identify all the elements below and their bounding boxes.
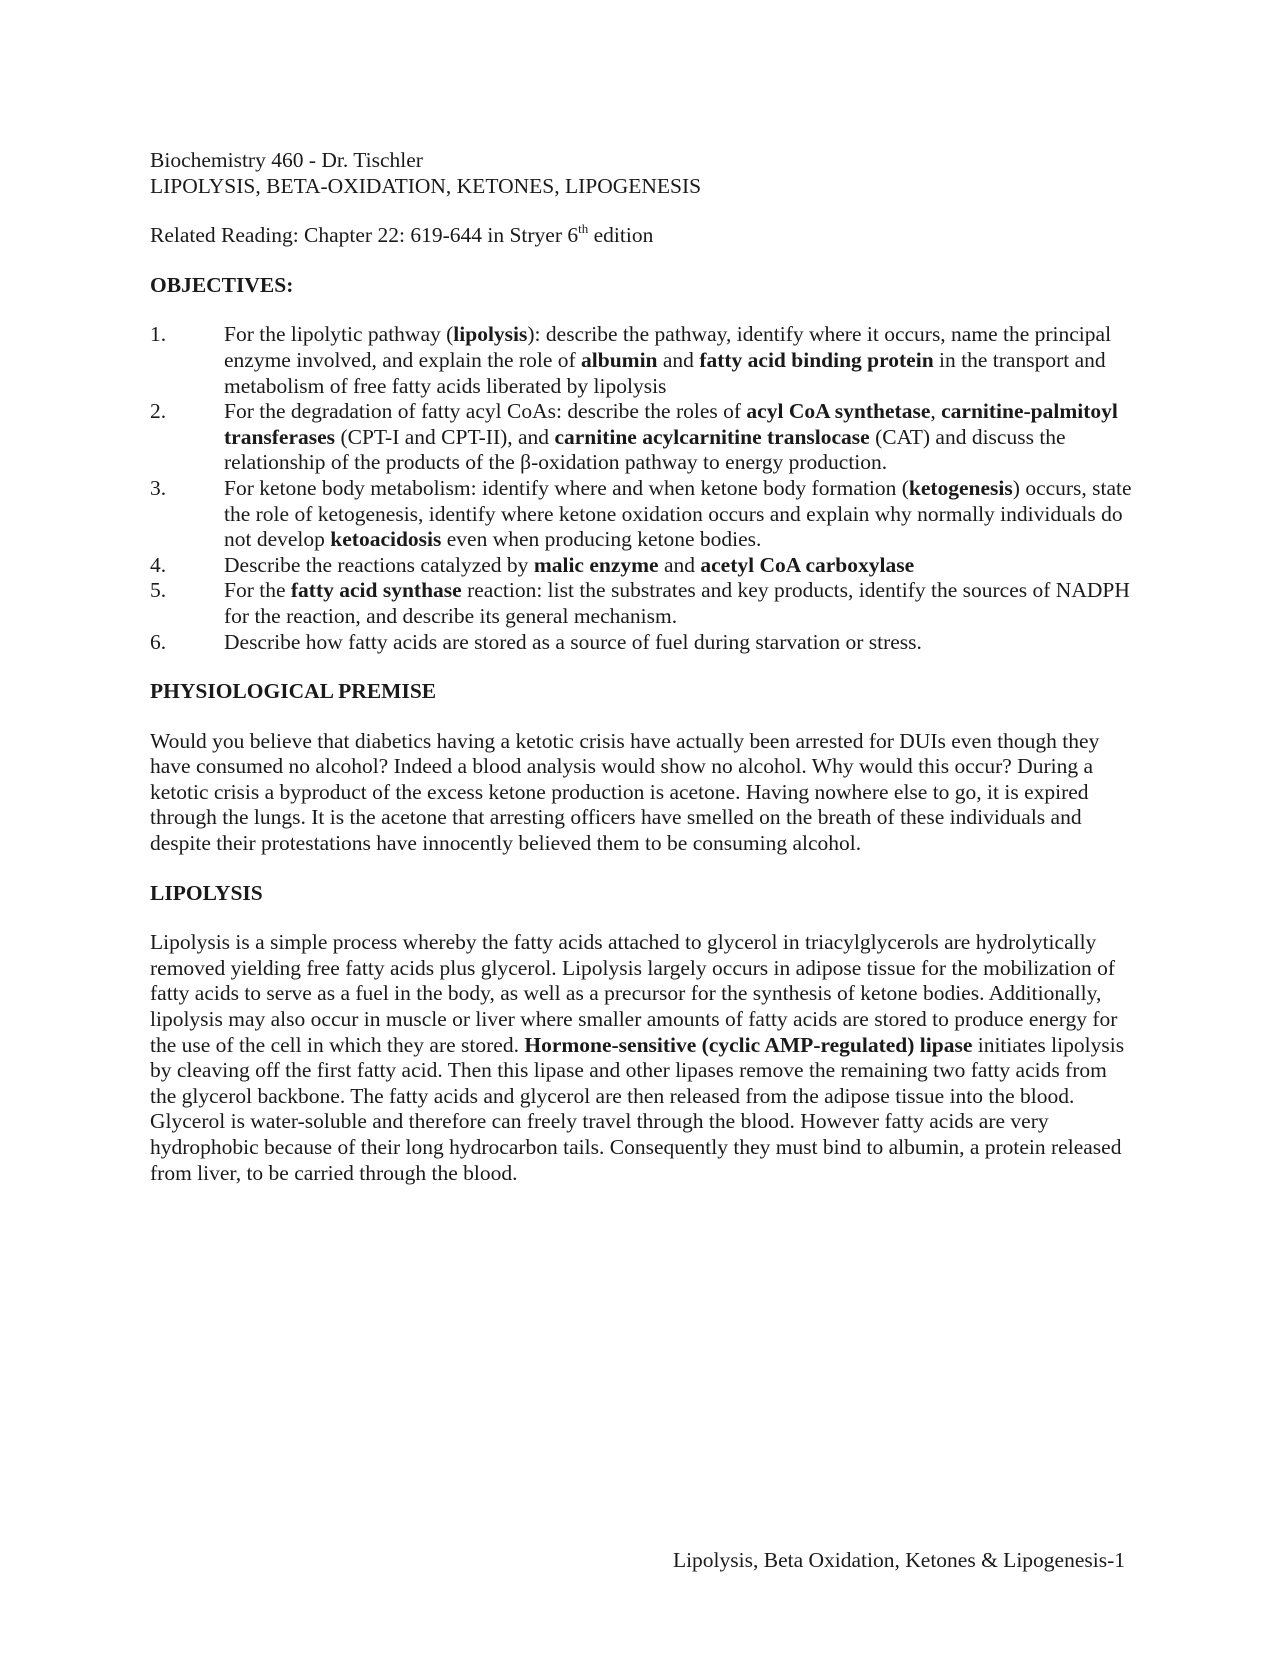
objective-text	[224, 322, 1135, 399]
objective-item	[150, 399, 1135, 476]
objective-item	[150, 553, 1135, 579]
bold-term: fatty acid synthase	[290, 578, 462, 603]
objectives-heading: OBJECTIVES:	[150, 272, 294, 297]
bold-term: fatty acid binding protein	[699, 347, 934, 372]
text-run: ): describe the pathway, identify where it occurs, name the principal enzyme involved, and explain the role of	[224, 322, 1112, 372]
bold-term: albumin	[581, 347, 658, 372]
objective-text	[224, 578, 1135, 629]
objective-number: 3.	[150, 475, 167, 500]
text-run: ,	[930, 399, 942, 424]
document-page	[150, 148, 1135, 1186]
lipolysis-paragraph	[150, 930, 1135, 1186]
text-run: Lipolysis is a simple process whereby the fatty acids attached to glycerol in triacylglycerols are hydrolytically removed yielding free fatty acids plus glycerol. Lipolysis largely occurs in adipose tissue for the mobilization of fatty acids to serve as a fuel in the body, as well as a precursor for the synthesis of ketone bodies. Additionally, lipolysis may also occur in muscle or liver where smaller amounts of fatty acids are stored to produce energy for the use of the cell in which they are stored.	[150, 930, 1118, 1057]
objective-number: 2.	[150, 399, 167, 424]
objective-number: 1.	[150, 322, 167, 347]
objective-text	[224, 630, 1135, 656]
text-run: Would you believe that diabetics having a ketotic crisis have actually been arrested for DUIs even though they have consumed no alcohol? Indeed a blood analysis would show no alcohol. Why would this occur? During a ketotic crisis a byproduct of the excess ketone production is acetone. Having nowhere else to go, it is expired through the lungs. It is the acetone that arresting officers have smelled on the breath of these individuals and despite their protestations have innocently believed them to be consuming alcohol.	[150, 728, 1100, 856]
text-run: For the	[224, 578, 291, 603]
bold-term: acetyl CoA carboxylase	[700, 552, 915, 577]
related-reading	[150, 223, 1135, 249]
text-run: and	[657, 347, 700, 372]
bold-term: ketogenesis	[908, 475, 1013, 500]
text-run: initiates lipolysis by cleaving off the first fatty acid. Then this lipase and other lipases remove the remaining two fatty acids from the glycerol backbone. The fatty acids and glycerol are then released from the adipose tissue into the blood. Glycerol is water-soluble and therefore can freely travel through the blood. However fatty acids are very hydrophobic because of their long hydrocarbon tails. Consequently they must bind to albumin, a protein released from liver, to be carried through the blood.	[150, 1032, 1125, 1185]
page-footer: Lipolysis, Beta Oxidation, Ketones & Lipogenesis-1	[672, 1548, 1125, 1572]
text-run: ) occurs, state the role of ketogenesis, identify where ketone oxidation occurs and explain why normally individuals do not develop	[224, 475, 1132, 552]
premise-paragraph	[150, 729, 1135, 857]
text-run: Describe how fatty acids are stored as a source of fuel during starvation or stress.	[224, 629, 922, 654]
objectives-list	[150, 322, 1135, 655]
reading-prefix: Related Reading: Chapter 22: 619-644 in Stryer 6	[150, 223, 579, 248]
bold-term: malic enzyme	[533, 552, 659, 577]
reading-superscript: th	[578, 221, 589, 237]
course-line: Biochemistry 460 - Dr. Tischler	[150, 148, 423, 172]
lipolysis-heading: LIPOLYSIS	[150, 880, 263, 905]
objective-item	[150, 476, 1135, 553]
reading-suffix: edition	[588, 223, 654, 248]
text-run: For the degradation of fatty acyl CoAs: describe the roles of	[224, 399, 747, 424]
objective-text	[224, 399, 1135, 476]
text-run: even when producing ketone bodies.	[441, 527, 762, 552]
bold-term: carnitine-palmitoyl transferases	[224, 399, 1118, 449]
text-run: in the transport and metabolism of free fatty acids liberated by lipolysis	[224, 347, 1106, 398]
bold-term: acyl CoA synthetase	[746, 399, 931, 424]
text-run: Describe the reactions catalyzed by	[224, 552, 534, 577]
objective-number: 4.	[150, 552, 167, 577]
text-run: For the lipolytic pathway (	[224, 322, 454, 347]
objective-item	[150, 322, 1135, 399]
objective-number: 6.	[150, 629, 167, 654]
text-run: reaction: list the substrates and key products, identify the sources of NADPH for the reaction, and describe its general mechanism.	[224, 578, 1130, 628]
bold-term: lipolysis	[453, 322, 528, 347]
text-run: and	[658, 552, 701, 577]
objective-text	[224, 553, 1135, 579]
document-title: LIPOLYSIS, BETA-OXIDATION, KETONES, LIPOGENESIS	[150, 173, 702, 198]
text-run: (CPT-I and CPT-II), and	[335, 424, 555, 449]
objective-number: 5.	[150, 578, 167, 603]
bold-term: Hormone-sensitive (cyclic AMP-regulated) lipase	[524, 1032, 973, 1057]
text-run: For ketone body metabolism: identify where and when ketone body formation (	[224, 475, 909, 500]
premise-heading: PHYSIOLOGICAL PREMISE	[150, 679, 437, 704]
bold-term: carnitine acylcarnitine translocase	[554, 424, 870, 449]
bold-term: ketoacidosis	[330, 527, 442, 552]
objective-text	[224, 476, 1135, 553]
objective-item	[150, 630, 1135, 656]
objective-item	[150, 578, 1135, 629]
text-run: (CAT) and discuss the relationship of the products of the β-oxidation pathway to energy production.	[224, 424, 1066, 475]
